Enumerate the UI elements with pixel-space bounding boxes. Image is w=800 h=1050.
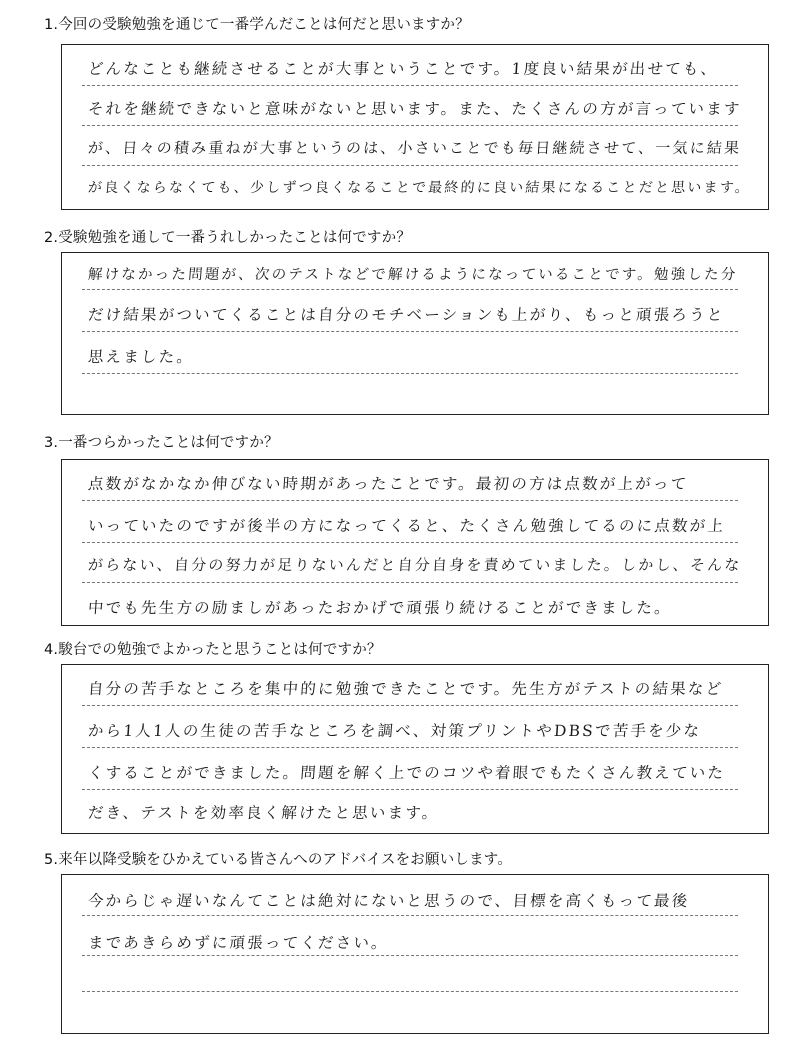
rule-line: [82, 705, 738, 706]
answer-1-line-2: それを継続できないと意味がないと思います。また、たくさんの方が言っています: [87, 100, 743, 118]
rule-line: [82, 500, 738, 501]
answer-1-line-4: が良くならなくても、少しずつ良くなることで最終的に良い結果になることだと思います。: [87, 180, 752, 196]
answer-4-line-4: だき、テストを効率良く解けたと思います。: [87, 804, 441, 822]
answer-2-line-2: だけ結果がついてくることは自分のモチベーションも上がり、もっと頑張ろうと: [87, 306, 726, 324]
question-3: 3.一番つらかったことは何ですか？: [44, 435, 279, 451]
question-5: 5.来年以降受験をひかえている皆さんへのアドバイスをお願いします。: [44, 852, 513, 868]
rule-line: [82, 85, 738, 86]
rule-line: [82, 747, 738, 748]
rule-line: [82, 915, 738, 916]
answer-box-5: [61, 874, 769, 1034]
answer-3-line-1: 点数がなかなか伸びない時期があったことです。最初の方は点数が上がって: [87, 475, 689, 493]
answer-box-4: [61, 664, 769, 834]
rule-line: [82, 789, 738, 790]
answer-3-line-3: がらない、自分の努力が足りないんだと自分自身を責めていました。しかし、そんな: [87, 556, 743, 574]
rule-line: [82, 165, 738, 166]
question-1: 1.今回の受験勉強を通じて一番学んだことは何だと思いますか？: [44, 17, 470, 33]
rule-line: [82, 373, 738, 374]
rule-line: [82, 542, 738, 543]
answer-3-line-2: いっていたのですが後半の方になってくると、たくさん勉強してるのに点数が上: [87, 517, 726, 535]
answer-4-line-1: 自分の苦手なところを集中的に勉強できたことです。先生方がテストの結果など: [87, 680, 724, 698]
question-4: 4.駿台での勉強でよかったと思うことは何ですか？: [44, 642, 382, 658]
answer-box-1: [61, 44, 769, 210]
answer-1-line-3: が、日々の積み重ねが大事というのは、小さいことでも毎日継続させて、一気に結果: [87, 139, 742, 157]
answer-2-line-3: 思えました。: [87, 348, 195, 366]
rule-line: [82, 955, 738, 956]
answer-3-line-4: 中でも先生方の励ましがあったおかげで頑張り続けることができました。: [87, 599, 673, 617]
rule-line: [82, 125, 738, 126]
answer-5-line-2: まであきらめずに頑張ってください。: [87, 934, 390, 952]
rule-line: [82, 331, 738, 332]
answer-box-3: [61, 459, 769, 626]
answer-5-line-1: 今からじゃ遅いなんてことは絶対にないと思うので、目標を高くもって最後: [87, 892, 691, 910]
answer-box-2: [61, 252, 769, 415]
rule-line: [82, 991, 738, 992]
rule-line: [82, 582, 738, 583]
answer-4-line-2: から1人1人の生徒の苦手なところを調べ、対策プリントやDBSで苦手を少な: [87, 722, 702, 740]
answer-2-line-1: 解けなかった問題が、次のテストなどで解けるようになっていることです。勉強した分: [87, 267, 739, 283]
answer-4-line-3: くすることができました。問題を解く上でのコツや着眼でもたくさん教えていた: [87, 764, 726, 782]
answer-1-line-1: どんなことも継続させることが大事ということです。1度良い結果が出せても、: [87, 60, 719, 78]
rule-line: [82, 289, 738, 290]
question-2: 2.受験勉強を通して一番うれしかったことは何ですか？: [44, 230, 412, 246]
